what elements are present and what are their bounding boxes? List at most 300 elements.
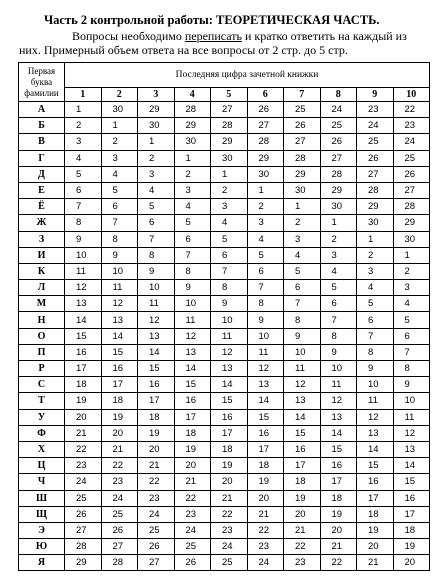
question-number-cell: 24 <box>101 490 138 506</box>
row-letter-cell: И <box>19 247 65 263</box>
table-row <box>19 344 430 360</box>
question-number-cell: 14 <box>211 377 248 393</box>
question-number-cell: 3 <box>357 263 394 279</box>
question-number-cell: 13 <box>138 328 175 344</box>
question-number-cell: 16 <box>138 377 175 393</box>
question-number-cell: 25 <box>138 522 175 538</box>
question-number-cell: 26 <box>357 150 394 166</box>
table-row <box>19 280 430 296</box>
question-number-cell: 14 <box>284 409 321 425</box>
question-number-cell: 16 <box>211 409 248 425</box>
question-number-cell: 11 <box>65 263 102 279</box>
row-letter-cell: Ч <box>19 474 65 490</box>
question-number-cell: 2 <box>357 247 394 263</box>
table-row <box>19 328 430 344</box>
question-number-cell: 3 <box>284 231 321 247</box>
question-number-cell: 9 <box>138 263 175 279</box>
question-number-cell: 5 <box>138 199 175 215</box>
table-row <box>19 458 430 474</box>
question-number-cell: 26 <box>65 506 102 522</box>
intro-paragraph-line-2: них. Примерный объем ответа на все вопросы от 2 стр. до 5 стр. <box>19 43 348 57</box>
row-letter-cell: З <box>19 231 65 247</box>
question-number-cell: 9 <box>247 312 284 328</box>
question-number-cell: 17 <box>247 441 284 457</box>
question-number-cell: 4 <box>174 199 211 215</box>
question-number-cell: 12 <box>393 425 430 441</box>
question-number-cell: 13 <box>65 296 102 312</box>
question-number-cell: 2 <box>138 150 175 166</box>
question-number-cell: 18 <box>138 409 175 425</box>
question-number-cell: 24 <box>211 539 248 555</box>
question-number-cell: 20 <box>101 425 138 441</box>
question-number-cell: 8 <box>247 296 284 312</box>
intro-paragraph-line-1 <box>19 29 431 43</box>
question-number-cell: 7 <box>101 215 138 231</box>
question-number-cell: 28 <box>174 102 211 118</box>
question-number-cell: 21 <box>320 539 357 555</box>
question-number-cell: 5 <box>284 263 321 279</box>
question-number-cell: 27 <box>393 182 430 198</box>
question-number-cell: 26 <box>138 539 175 555</box>
question-number-cell: 27 <box>101 539 138 555</box>
table-row <box>19 296 430 312</box>
question-number-cell: 29 <box>284 166 321 182</box>
question-number-cell: 22 <box>174 490 211 506</box>
question-number-cell: 25 <box>174 539 211 555</box>
question-number-cell: 13 <box>357 425 394 441</box>
table-row <box>19 150 430 166</box>
question-number-cell: 24 <box>65 474 102 490</box>
question-number-cell: 7 <box>174 247 211 263</box>
question-number-cell: 15 <box>101 344 138 360</box>
question-number-cell: 6 <box>101 199 138 215</box>
question-number-cell: 25 <box>65 490 102 506</box>
question-number-cell: 12 <box>357 409 394 425</box>
question-number-cell: 25 <box>320 118 357 134</box>
row-letter-cell: Б <box>19 118 65 134</box>
question-number-cell: 23 <box>65 458 102 474</box>
question-number-cell: 18 <box>357 506 394 522</box>
question-number-cell: 7 <box>357 328 394 344</box>
table-row <box>19 441 430 457</box>
question-number-cell: 19 <box>174 441 211 457</box>
digit-group-header: Последняя цифра зачетной книжки <box>65 63 430 88</box>
table-row <box>19 118 430 134</box>
question-number-cell: 25 <box>357 134 394 150</box>
table-row <box>19 539 430 555</box>
question-number-cell: 20 <box>320 522 357 538</box>
question-number-cell: 8 <box>101 231 138 247</box>
question-number-cell: 6 <box>138 215 175 231</box>
table-row <box>19 247 430 263</box>
question-number-cell: 23 <box>174 506 211 522</box>
question-number-cell: 14 <box>174 361 211 377</box>
question-number-cell: 6 <box>65 182 102 198</box>
question-number-cell: 20 <box>65 409 102 425</box>
question-number-cell: 2 <box>320 231 357 247</box>
question-number-cell: 19 <box>138 425 175 441</box>
question-number-cell: 18 <box>284 474 321 490</box>
question-number-cell: 11 <box>357 393 394 409</box>
question-number-cell: 21 <box>65 425 102 441</box>
question-number-cell: 24 <box>357 118 394 134</box>
question-number-cell: 30 <box>101 102 138 118</box>
question-number-cell: 2 <box>101 134 138 150</box>
question-number-cell: 13 <box>393 441 430 457</box>
question-number-cell: 8 <box>211 280 248 296</box>
question-number-cell: 6 <box>357 312 394 328</box>
question-number-cell: 15 <box>284 425 321 441</box>
question-number-cell: 3 <box>138 166 175 182</box>
question-number-cell: 27 <box>357 166 394 182</box>
digit-header-cell: 4 <box>174 88 211 102</box>
digit-header-cell: 10 <box>393 88 430 102</box>
question-number-cell: 1 <box>211 166 248 182</box>
question-number-cell: 1 <box>174 150 211 166</box>
row-letter-cell: Н <box>19 312 65 328</box>
question-number-cell: 29 <box>320 182 357 198</box>
table-row <box>19 263 430 279</box>
row-letter-cell: Ф <box>19 425 65 441</box>
row-letter-cell: Щ <box>19 506 65 522</box>
question-number-cell: 16 <box>174 393 211 409</box>
question-number-cell: 4 <box>320 263 357 279</box>
question-number-cell: 30 <box>211 150 248 166</box>
question-number-cell: 9 <box>211 296 248 312</box>
question-number-cell: 7 <box>320 312 357 328</box>
question-number-cell: 25 <box>284 102 321 118</box>
table-row <box>19 199 430 215</box>
question-number-cell: 9 <box>284 328 321 344</box>
question-number-cell: 23 <box>247 539 284 555</box>
question-number-cell: 26 <box>320 134 357 150</box>
question-number-cell: 16 <box>65 344 102 360</box>
question-number-cell: 8 <box>138 247 175 263</box>
question-number-cell: 12 <box>284 377 321 393</box>
question-number-cell: 23 <box>393 118 430 134</box>
question-number-cell: 13 <box>101 312 138 328</box>
question-number-cell: 27 <box>65 522 102 538</box>
question-number-cell: 10 <box>138 280 175 296</box>
question-assignment-table <box>18 62 430 571</box>
question-number-cell: 19 <box>357 522 394 538</box>
question-number-cell: 14 <box>393 458 430 474</box>
question-number-cell: 29 <box>65 555 102 571</box>
question-number-cell: 11 <box>284 361 321 377</box>
question-number-cell: 1 <box>393 247 430 263</box>
question-number-cell: 21 <box>247 506 284 522</box>
question-number-cell: 22 <box>138 474 175 490</box>
question-number-cell: 28 <box>101 555 138 571</box>
question-number-cell: 2 <box>65 118 102 134</box>
question-number-cell: 28 <box>320 166 357 182</box>
question-number-cell: 5 <box>357 296 394 312</box>
question-number-cell: 23 <box>138 490 175 506</box>
question-number-cell: 14 <box>357 441 394 457</box>
question-number-cell: 11 <box>247 344 284 360</box>
question-number-cell: 12 <box>138 312 175 328</box>
question-number-cell: 4 <box>65 150 102 166</box>
question-number-cell: 16 <box>393 490 430 506</box>
table-row <box>19 312 430 328</box>
question-number-cell: 12 <box>211 344 248 360</box>
question-number-cell: 7 <box>211 263 248 279</box>
digit-header-cell: 5 <box>211 88 248 102</box>
question-number-cell: 2 <box>393 263 430 279</box>
question-number-cell: 17 <box>65 361 102 377</box>
question-number-cell: 19 <box>65 393 102 409</box>
question-number-cell: 15 <box>65 328 102 344</box>
question-number-cell: 18 <box>211 441 248 457</box>
question-number-cell: 7 <box>393 344 430 360</box>
question-number-cell: 21 <box>174 474 211 490</box>
question-number-cell: 20 <box>211 474 248 490</box>
question-number-cell: 5 <box>211 231 248 247</box>
question-number-cell: 10 <box>393 393 430 409</box>
question-number-cell: 10 <box>247 328 284 344</box>
question-number-cell: 2 <box>247 199 284 215</box>
question-number-cell: 11 <box>320 377 357 393</box>
question-number-cell: 18 <box>101 393 138 409</box>
question-number-cell: 26 <box>393 166 430 182</box>
question-number-cell: 10 <box>101 263 138 279</box>
question-number-cell: 20 <box>393 555 430 571</box>
question-number-cell: 16 <box>247 425 284 441</box>
question-number-cell: 3 <box>247 215 284 231</box>
digit-header-cell: 1 <box>65 88 102 102</box>
question-number-cell: 24 <box>393 134 430 150</box>
question-number-cell: 30 <box>393 231 430 247</box>
question-number-cell: 10 <box>357 377 394 393</box>
question-number-cell: 27 <box>320 150 357 166</box>
question-number-cell: 15 <box>393 474 430 490</box>
question-number-cell: 20 <box>174 458 211 474</box>
question-number-cell: 26 <box>284 118 321 134</box>
question-number-cell: 4 <box>101 166 138 182</box>
question-number-cell: 16 <box>101 361 138 377</box>
question-number-cell: 29 <box>174 118 211 134</box>
question-number-cell: 9 <box>320 344 357 360</box>
question-number-cell: 18 <box>247 458 284 474</box>
table-row <box>19 425 430 441</box>
question-number-cell: 28 <box>247 134 284 150</box>
question-number-cell: 12 <box>320 393 357 409</box>
question-number-cell: 25 <box>101 506 138 522</box>
question-number-cell: 6 <box>320 296 357 312</box>
question-number-cell: 25 <box>211 555 248 571</box>
question-number-cell: 7 <box>138 231 175 247</box>
question-number-cell: 11 <box>138 296 175 312</box>
row-letter-cell: Д <box>19 166 65 182</box>
intro-text-start: Вопросы необходимо <box>72 29 185 43</box>
table-row <box>19 166 430 182</box>
question-number-cell: 28 <box>357 182 394 198</box>
question-number-cell: 6 <box>174 231 211 247</box>
question-number-cell: 30 <box>138 118 175 134</box>
question-number-cell: 10 <box>284 344 321 360</box>
row-letter-cell: Ю <box>19 539 65 555</box>
digit-header-cell: 6 <box>247 88 284 102</box>
question-number-cell: 1 <box>65 102 102 118</box>
digit-header-row <box>19 88 430 102</box>
row-letter-cell: Ё <box>19 199 65 215</box>
question-number-cell: 3 <box>211 199 248 215</box>
question-number-cell: 20 <box>284 506 321 522</box>
table-row <box>19 409 430 425</box>
question-number-cell: 5 <box>174 215 211 231</box>
question-number-cell: 17 <box>284 458 321 474</box>
question-number-cell: 7 <box>65 199 102 215</box>
question-number-cell: 11 <box>174 312 211 328</box>
digit-header-cell: 8 <box>320 88 357 102</box>
question-number-cell: 17 <box>357 490 394 506</box>
row-letter-cell: Л <box>19 280 65 296</box>
question-number-cell: 22 <box>247 522 284 538</box>
question-number-cell: 9 <box>65 231 102 247</box>
question-number-cell: 19 <box>393 539 430 555</box>
question-number-cell: 6 <box>211 247 248 263</box>
question-number-cell: 5 <box>393 312 430 328</box>
question-number-cell: 13 <box>174 344 211 360</box>
question-number-cell: 4 <box>284 247 321 263</box>
question-number-cell: 5 <box>320 280 357 296</box>
question-number-cell: 15 <box>247 409 284 425</box>
digit-header-cell: 7 <box>284 88 321 102</box>
table-row <box>19 474 430 490</box>
question-number-cell: 22 <box>211 506 248 522</box>
question-number-cell: 14 <box>247 393 284 409</box>
question-number-cell: 22 <box>320 555 357 571</box>
question-number-cell: 3 <box>174 182 211 198</box>
question-number-cell: 18 <box>320 490 357 506</box>
question-number-cell: 24 <box>174 522 211 538</box>
question-number-cell: 17 <box>138 393 175 409</box>
question-number-cell: 16 <box>284 441 321 457</box>
question-number-cell: 6 <box>247 263 284 279</box>
question-number-cell: 22 <box>65 441 102 457</box>
letter-column-header: Первая буква фамилии <box>19 63 65 102</box>
question-number-cell: 7 <box>247 280 284 296</box>
question-number-cell: 21 <box>211 490 248 506</box>
question-number-cell: 17 <box>320 474 357 490</box>
question-number-cell: 15 <box>174 377 211 393</box>
table-row <box>19 393 430 409</box>
question-number-cell: 26 <box>174 555 211 571</box>
question-number-cell: 9 <box>174 280 211 296</box>
question-number-cell: 23 <box>357 102 394 118</box>
question-number-cell: 30 <box>247 166 284 182</box>
question-number-cell: 14 <box>138 344 175 360</box>
question-number-cell: 2 <box>211 182 248 198</box>
question-number-cell: 18 <box>174 425 211 441</box>
question-number-cell: 13 <box>247 377 284 393</box>
question-number-cell: 21 <box>284 522 321 538</box>
question-number-cell: 24 <box>138 506 175 522</box>
question-number-cell: 6 <box>393 328 430 344</box>
question-number-cell: 10 <box>320 361 357 377</box>
question-number-cell: 15 <box>357 458 394 474</box>
question-number-cell: 8 <box>174 263 211 279</box>
question-number-cell: 17 <box>101 377 138 393</box>
question-number-cell: 30 <box>320 199 357 215</box>
question-number-cell: 8 <box>357 344 394 360</box>
question-number-cell: 14 <box>101 328 138 344</box>
row-letter-cell: К <box>19 263 65 279</box>
question-number-cell: 3 <box>393 280 430 296</box>
question-number-cell: 3 <box>65 134 102 150</box>
question-number-cell: 20 <box>357 539 394 555</box>
question-number-cell: 29 <box>211 134 248 150</box>
question-number-cell: 18 <box>393 522 430 538</box>
question-number-cell: 9 <box>101 247 138 263</box>
table-row <box>19 490 430 506</box>
row-letter-cell: П <box>19 344 65 360</box>
question-number-cell: 27 <box>211 102 248 118</box>
question-number-cell: 19 <box>211 458 248 474</box>
question-number-cell: 26 <box>247 102 284 118</box>
question-number-cell: 8 <box>393 361 430 377</box>
question-number-cell: 15 <box>211 393 248 409</box>
question-number-cell: 5 <box>65 166 102 182</box>
question-number-cell: 4 <box>247 231 284 247</box>
question-number-cell: 11 <box>211 328 248 344</box>
question-number-cell: 24 <box>247 555 284 571</box>
row-letter-cell: Ц <box>19 458 65 474</box>
row-letter-cell: Я <box>19 555 65 571</box>
digit-header-cell: 2 <box>101 88 138 102</box>
digit-header-cell: 9 <box>357 88 394 102</box>
question-number-cell: 17 <box>174 409 211 425</box>
table-row <box>19 377 430 393</box>
question-number-cell: 4 <box>211 215 248 231</box>
question-number-cell: 21 <box>357 555 394 571</box>
question-number-cell: 12 <box>65 280 102 296</box>
question-number-cell: 1 <box>357 231 394 247</box>
question-number-cell: 12 <box>247 361 284 377</box>
question-number-cell: 29 <box>247 150 284 166</box>
question-number-cell: 29 <box>393 215 430 231</box>
question-number-cell: 29 <box>138 102 175 118</box>
question-number-cell: 7 <box>284 296 321 312</box>
question-number-cell: 20 <box>247 490 284 506</box>
digit-header-cell: 3 <box>138 88 175 102</box>
question-number-cell: 21 <box>101 441 138 457</box>
table-row <box>19 522 430 538</box>
question-number-cell: 25 <box>393 150 430 166</box>
question-number-cell: 11 <box>393 409 430 425</box>
row-letter-cell: Т <box>19 393 65 409</box>
row-letter-cell: Ж <box>19 215 65 231</box>
question-number-cell: 30 <box>357 215 394 231</box>
question-number-cell: 16 <box>357 474 394 490</box>
question-number-cell: 23 <box>101 474 138 490</box>
question-number-cell: 3 <box>320 247 357 263</box>
question-number-cell: 13 <box>211 361 248 377</box>
row-letter-cell: Ш <box>19 490 65 506</box>
table-row <box>19 102 430 118</box>
question-number-cell: 6 <box>284 280 321 296</box>
table-row <box>19 555 430 571</box>
question-number-cell: 14 <box>320 425 357 441</box>
question-number-cell: 18 <box>65 377 102 393</box>
question-number-cell: 5 <box>101 182 138 198</box>
question-number-cell: 8 <box>284 312 321 328</box>
table-row <box>19 215 430 231</box>
row-letter-cell: Р <box>19 361 65 377</box>
row-letter-cell: М <box>19 296 65 312</box>
question-number-cell: 19 <box>284 490 321 506</box>
question-number-cell: 4 <box>357 280 394 296</box>
